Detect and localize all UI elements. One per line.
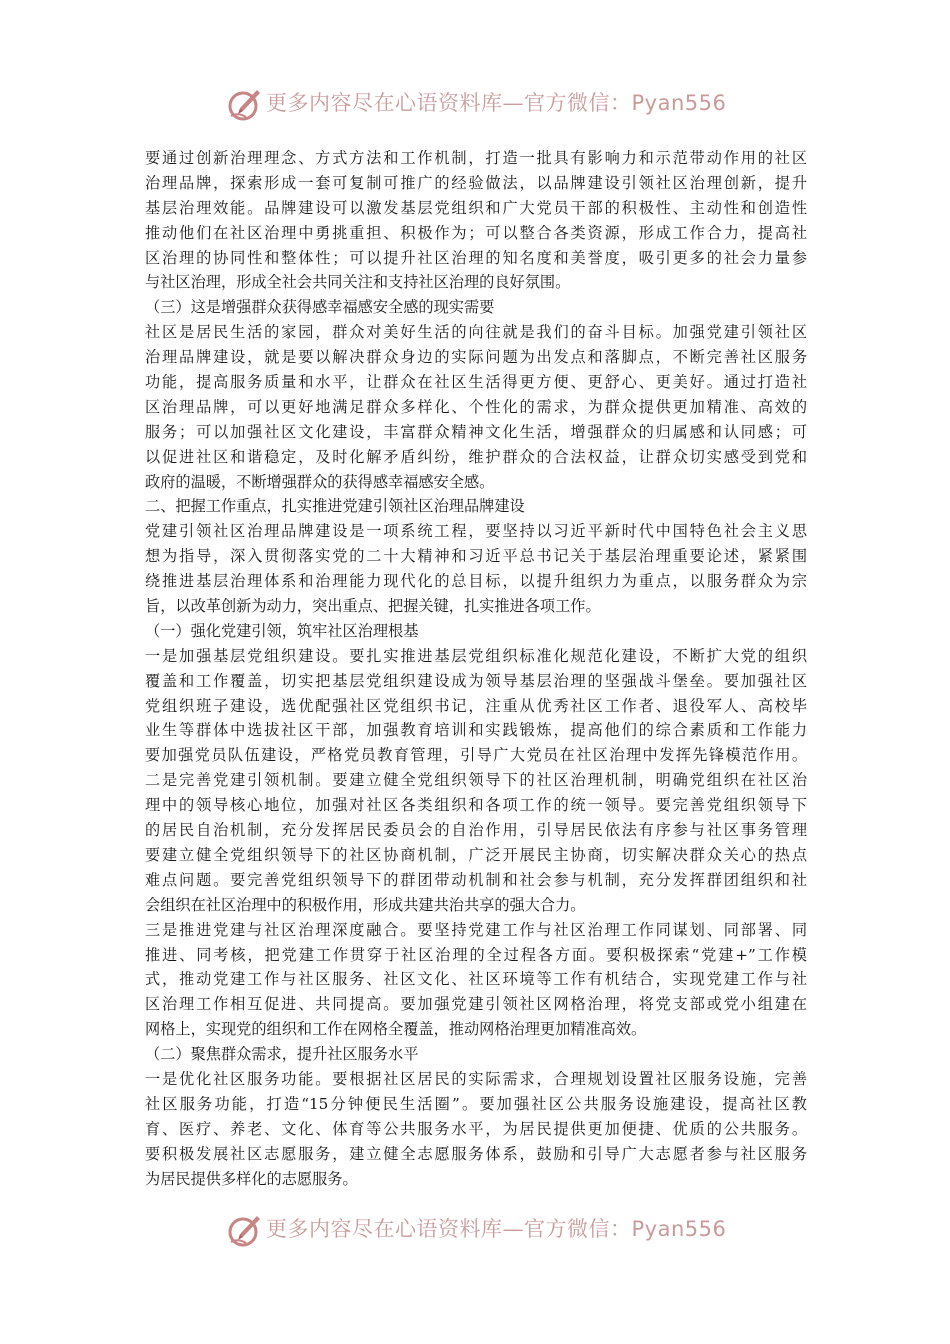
text-line: 服务；可以加强社区文化建设，丰富群众精神文化生活，增强群众的归属感和认同感；可 bbox=[145, 422, 807, 441]
pen-logo-icon bbox=[226, 86, 264, 122]
text-line: 覆盖和工作覆盖，切实把基层党组织建设成为领导基层治理的坚强战斗堡垒。要加强社区 bbox=[145, 671, 807, 690]
text-line: 要积极发展社区志愿服务，建立健全志愿服务体系，鼓励和引导广大志愿者参与社区服务 bbox=[145, 1144, 807, 1163]
text-line: 社区服务功能，打造“15分钟便民生活圈”。要加强社区公共服务设施建设，提高社区教 bbox=[145, 1094, 807, 1113]
text-line: 推进、同考核，把党建工作贯穿于社区治理的全过程各方面。要积极探索“党建+”工作模 bbox=[145, 945, 807, 964]
watermark-text: 更多内容尽在心语资料库—官方微信：Pyan556 bbox=[266, 1217, 727, 1241]
section-heading: （三）这是增强群众获得感幸福感安全感的现实需要 bbox=[145, 298, 495, 317]
header-watermark bbox=[0, 84, 950, 124]
text-line: 区治理品牌，可以更好地满足群众多样化、个性化的需求，为群众提供更加精准、高效的 bbox=[145, 397, 807, 416]
text-line: 推动他们在社区治理中勇挑重担、积极作为；可以整合各类资源，形成工作合力，提高社 bbox=[145, 223, 807, 242]
document-body bbox=[145, 146, 807, 1191]
text-line: 一是加强基层党组织建设。要扎实推进基层党组织标准化规范化建设，不断扩大党的组织 bbox=[145, 646, 807, 665]
section-heading: （二）聚焦群众需求，提升社区服务水平 bbox=[145, 1045, 419, 1064]
watermark-text: 更多内容尽在心语资料库—官方微信：Pyan556 bbox=[266, 91, 727, 115]
text-line: 业生等群体中选拔社区干部，加强教育培训和实践锻炼，提高他们的综合素质和工作能力 bbox=[145, 721, 807, 740]
text-line: 党组织班子建设，选优配强社区党组织书记，注重从优秀社区工作者、退役军人、高校毕 bbox=[145, 696, 807, 715]
text-line: 理中的领导核心地位，加强对社区各类组织和各项工作的统一领导。要完善党组织领导下 bbox=[145, 796, 807, 815]
text-line: 要加强党员队伍建设，严格党员教育管理，引导广大党员在社区治理中发挥先锋模范作用。 bbox=[145, 746, 807, 765]
text-line: 一是优化社区服务功能。要根据社区居民的实际需求，合理规划设置社区服务设施，完善 bbox=[145, 1069, 807, 1088]
text-line: 想为指导，深入贯彻落实党的二十大精神和习近平总书记关于基层治理重要论述，紧紧围 bbox=[145, 547, 807, 566]
text-line: 旨，以改革创新为动力，突出重点、把握关键，扎实推进各项工作。 bbox=[145, 597, 601, 616]
section-heading: 二、把握工作重点，扎实推进党建引领社区治理品牌建设 bbox=[145, 497, 525, 516]
text-line: 难点问题。要完善党组织领导下的群团带动机制和社会参与机制，充分发挥群团组织和社 bbox=[145, 870, 807, 889]
text-line: 式，推动党建工作与社区服务、社区文化、社区环境等工作有机结合，实现党建工作与社 bbox=[145, 970, 807, 989]
pen-logo-icon bbox=[226, 1212, 264, 1248]
text-line: 基层治理效能。品牌建设可以激发基层党组织和广大党员干部的积极性、主动性和创造性 bbox=[145, 198, 807, 217]
section-heading: （一）强化党建引领，筑牢社区治理根基 bbox=[145, 621, 419, 640]
text-line: 治理品牌建设，就是要以解决群众身边的实际问题为出发点和落脚点，不断完善社区服务 bbox=[145, 348, 807, 367]
text-line: 区治理的协同性和整体性；可以提升社区治理的知名度和美誉度，吸引更多的社会力量参 bbox=[145, 248, 807, 267]
text-line: 政府的温暖，不断增强群众的获得感幸福感安全感。 bbox=[145, 472, 495, 491]
text-line: 社区是居民生活的家园，群众对美好生活的向往就是我们的奋斗目标。加强党建引领社区 bbox=[145, 323, 807, 342]
text-line: 的居民自治机制，充分发挥居民委员会的自治作用，引导居民依法有序参与社区事务管理 bbox=[145, 821, 807, 840]
text-line: 绕推进基层治理体系和治理能力现代化的总目标，以提升组织力为重点，以服务群众为宗 bbox=[145, 572, 807, 591]
text-line: 会组织在社区治理中的积极作用，形成共建共治共享的强大合力。 bbox=[145, 895, 586, 914]
text-line: 为居民提供多样化的志愿服务。 bbox=[145, 1169, 358, 1188]
text-line: 要建立健全党组织领导下的社区协商机制，广泛开展民主协商，切实解决群众关心的热点 bbox=[145, 845, 807, 864]
text-line: 治理品牌，探索形成一套可复制可推广的经验做法，以品牌建设引领社区治理创新，提升 bbox=[145, 173, 807, 192]
text-line: 育、医疗、养老、文化、体育等公共服务水平，为居民提供更加便捷、优质的公共服务。 bbox=[145, 1119, 807, 1138]
text-line: 党建引领社区治理品牌建设是一项系统工程，要坚持以习近平新时代中国特色社会主义思 bbox=[145, 522, 807, 541]
text-line: 以促进社区和谐稳定，及时化解矛盾纠纷，维护群众的合法权益，让群众切实感受到党和 bbox=[145, 447, 807, 466]
text-line: 功能，提高服务质量和水平，让群众在社区生活得更方便、更舒心、更美好。通过打造社 bbox=[145, 373, 807, 392]
text-line: 三是推进党建与社区治理深度融合。要坚持党建工作与社区治理工作同谋划、同部署、同 bbox=[145, 920, 807, 939]
text-line: 与社区治理，形成全社会共同关注和支持社区治理的良好氛围。 bbox=[145, 273, 571, 292]
footer-watermark bbox=[0, 1210, 950, 1250]
text-line: 要通过创新治理理念、方式方法和工作机制，打造一批具有影响力和示范带动作用的社区 bbox=[145, 149, 807, 167]
text-line: 网格上，实现党的组织和工作在网格全覆盖，推动网格治理更加精准高效。 bbox=[145, 1020, 647, 1039]
text-line: 区治理工作相互促进、共同提高。要加强党建引领社区网格治理，将党支部或党小组建在 bbox=[145, 995, 807, 1014]
text-line: 二是完善党建引领机制。要建立健全党组织领导下的社区治理机制，明确党组织在社区治 bbox=[145, 771, 807, 790]
